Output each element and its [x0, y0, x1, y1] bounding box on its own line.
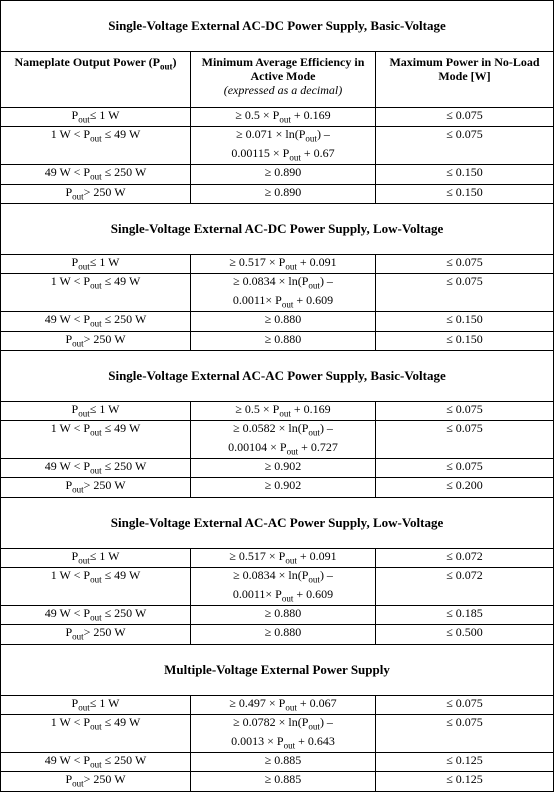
output-power-range-cell: [1, 184, 191, 203]
no-load-text: ≤ 0.075: [446, 695, 483, 710]
no-load-text: ≤ 0.072: [446, 568, 483, 583]
no-load-power-cell: [376, 274, 554, 312]
table-row: [1, 254, 554, 273]
range-text: P: [65, 478, 73, 493]
no-load-power-cell: [376, 478, 554, 497]
efficiency-text: ≥ 0.880: [264, 625, 302, 640]
section-title: [1, 1, 554, 52]
table-row: [1, 127, 554, 165]
efficiency-text: ≥ 0.497 × P: [229, 695, 286, 710]
output-power-range-cell: [1, 606, 191, 625]
range-text: P: [71, 548, 79, 563]
subscript-out: out: [90, 465, 102, 476]
header-text: ): [172, 55, 177, 69]
range-text: 49 W < P: [44, 165, 91, 180]
efficiency-text: ≥ 0.885: [264, 752, 302, 767]
efficiency-cell: [191, 274, 376, 312]
range-text: 1 W < P: [50, 127, 91, 142]
subscript-out: out: [308, 427, 320, 438]
range-text: ≤ 250 W: [101, 459, 147, 474]
efficiency-text: 0.0013 × P: [231, 733, 284, 748]
output-power-range-cell: [1, 459, 191, 478]
subscript-out: out: [308, 721, 320, 732]
range-text: 1 W < P: [50, 274, 91, 289]
no-load-power-cell: [376, 108, 554, 127]
range-text: P: [65, 625, 73, 640]
subscript-out: out: [90, 280, 102, 291]
subscript-out: out: [279, 114, 291, 125]
efficiency-cell: [191, 184, 376, 203]
no-load-text: ≤ 0.150: [446, 184, 483, 199]
efficiency-text: ) –: [319, 568, 333, 583]
range-text: ≤ 250 W: [101, 606, 147, 621]
subscript-out: out: [90, 759, 102, 770]
table-row: [1, 715, 554, 753]
range-text: > 250 W: [83, 184, 126, 199]
range-text: 1 W < P: [50, 568, 91, 583]
no-load-text: ≤ 0.125: [446, 772, 483, 787]
no-load-text: ≤ 0.075: [446, 127, 483, 142]
efficiency-text: + 0.169: [290, 108, 331, 122]
table-row: [1, 568, 554, 606]
output-power-range-cell: [1, 548, 191, 567]
range-text: 49 W < P: [44, 752, 91, 767]
no-load-text: ≤ 0.075: [446, 254, 483, 269]
section-title-row: [1, 350, 554, 401]
subscript-out: out: [72, 190, 84, 201]
no-load-power-cell: [376, 401, 554, 420]
efficiency-cell: [191, 165, 376, 184]
efficiency-cell: [191, 715, 376, 753]
range-text: ≤ 1 W: [89, 401, 120, 416]
output-power-range-cell: [1, 421, 191, 459]
range-text: P: [71, 254, 79, 269]
output-power-range-cell: [1, 715, 191, 753]
no-load-power-cell: [376, 548, 554, 567]
output-power-range-cell: [1, 401, 191, 420]
no-load-text: ≤ 0.075: [446, 459, 483, 474]
section-title-text: Multiple-Voltage External Power Supply: [164, 661, 390, 677]
range-text: P: [65, 772, 73, 787]
efficiency-text: 0.0011× P: [232, 586, 282, 601]
table-row: [1, 772, 554, 791]
efficiency-text: ≥ 0.902: [264, 459, 302, 474]
efficiency-cell: [191, 625, 376, 644]
output-power-range-cell: [1, 254, 191, 273]
efficiency-text: + 0.727: [298, 439, 338, 454]
subscript-out: out: [90, 171, 102, 182]
no-load-power-cell: [376, 459, 554, 478]
no-load-power-cell: [376, 772, 554, 791]
output-power-range-cell: [1, 568, 191, 606]
range-text: ≤ 250 W: [101, 752, 147, 767]
range-text: ≤ 250 W: [101, 165, 147, 180]
efficiency-cell: [191, 254, 376, 273]
range-text: 1 W < P: [50, 421, 91, 436]
section-title-text: Single-Voltage External AC-AC Power Supply, Basic-Voltage: [108, 367, 446, 383]
efficiency-text: ) –: [319, 421, 333, 436]
output-power-range-cell: [1, 772, 191, 791]
range-text: > 250 W: [83, 331, 126, 346]
no-load-text: ≤ 0.075: [446, 421, 483, 436]
efficiency-cell: [191, 108, 376, 127]
efficiency-text: ) –: [316, 127, 330, 142]
efficiency-text: ≥ 0.885: [264, 772, 302, 787]
subscript-out: out: [285, 702, 297, 713]
efficiency-text: ≥ 0.517 × P: [229, 548, 286, 563]
subscript-out: out: [285, 555, 297, 566]
table-row: [1, 421, 554, 459]
efficiency-cell: [191, 127, 376, 165]
efficiency-text: + 0.091: [296, 548, 337, 563]
table-row: [1, 184, 554, 203]
table-row: [1, 695, 554, 714]
no-load-text: ≤ 0.185: [446, 606, 483, 621]
efficiency-cell: [191, 312, 376, 331]
efficiency-text: + 0.609: [293, 292, 334, 307]
range-text: > 250 W: [83, 625, 126, 640]
section-title-row: [1, 203, 554, 254]
efficiency-text: 0.00115 × P: [231, 145, 290, 160]
subscript-out: out: [308, 280, 320, 291]
table-row: [1, 625, 554, 644]
section-title: [1, 203, 554, 254]
no-load-power-cell: [376, 331, 554, 350]
table-row: [1, 752, 554, 771]
efficiency-cell: [191, 772, 376, 791]
efficiency-text: + 0.67: [300, 145, 335, 160]
header-text: Minimum Average Efficiency in Active Mode: [201, 55, 365, 83]
range-text: P: [71, 695, 79, 710]
range-text: ≤ 250 W: [101, 312, 147, 327]
no-load-power-cell: [376, 184, 554, 203]
output-power-range-cell: [1, 312, 191, 331]
efficiency-cell: [191, 752, 376, 771]
efficiency-text: ≥ 0.0834 × ln(P: [233, 274, 309, 289]
range-text: ≤ 49 W: [101, 568, 141, 583]
section-title-row: [1, 497, 554, 548]
no-load-power-cell: [376, 254, 554, 273]
efficiency-text: ≥ 0.890: [264, 165, 302, 180]
no-load-power-cell: [376, 421, 554, 459]
output-power-range-cell: [1, 625, 191, 644]
range-text: ≤ 49 W: [101, 421, 141, 436]
no-load-text: ≤ 0.075: [446, 108, 483, 122]
header-max-no-load-power: [376, 52, 554, 108]
efficiency-cell: [191, 548, 376, 567]
no-load-power-cell: [376, 752, 554, 771]
efficiency-text: ≥ 0.880: [264, 312, 302, 327]
efficiency-text: + 0.067: [296, 695, 337, 710]
efficiency-text: ≥ 0.880: [264, 606, 302, 621]
output-power-range-cell: [1, 108, 191, 127]
range-text: 1 W < P: [50, 715, 91, 730]
efficiency-text: 0.00104 × P: [228, 439, 287, 454]
no-load-text: ≤ 0.075: [446, 715, 483, 730]
range-text: 49 W < P: [44, 459, 91, 474]
subscript-out: out: [78, 555, 90, 566]
table-row: [1, 606, 554, 625]
efficiency-text: ≥ 0.517 × P: [229, 254, 286, 269]
subscript-out: out: [90, 133, 102, 144]
table-row: [1, 331, 554, 350]
no-load-text: ≤ 0.150: [446, 331, 483, 346]
efficiency-text: ≥ 0.890: [264, 184, 302, 199]
header-text: Nameplate Output Power (P: [14, 55, 160, 69]
range-text: ≤ 49 W: [101, 127, 141, 142]
efficiency-text: + 0.169: [290, 401, 331, 416]
range-text: ≤ 1 W: [89, 254, 120, 269]
subscript-out: out: [289, 152, 301, 163]
subscript-out: out: [281, 299, 294, 310]
efficiency-cell: [191, 459, 376, 478]
output-power-range-cell: [1, 752, 191, 771]
efficiency-text: + 0.091: [296, 254, 337, 269]
section-title-row: [1, 644, 554, 695]
subscript-out: out: [90, 318, 102, 329]
header-text: Maximum Power in No-Load Mode [W]: [389, 55, 540, 83]
range-text: P: [71, 108, 79, 122]
no-load-power-cell: [376, 312, 554, 331]
efficiency-cell: [191, 331, 376, 350]
section-title: [1, 497, 554, 548]
no-load-text: ≤ 0.125: [446, 752, 483, 767]
section-title: [1, 350, 554, 401]
efficiency-text: ≥ 0.0582 × ln(P: [233, 421, 309, 436]
efficiency-text: ≥ 0.071 × ln(P: [236, 127, 306, 142]
table-row: [1, 274, 554, 312]
no-load-power-cell: [376, 568, 554, 606]
no-load-power-cell: [376, 165, 554, 184]
subscript-out: out: [90, 574, 102, 585]
range-text: P: [71, 401, 79, 416]
subscript-out: out: [90, 427, 102, 438]
range-text: 49 W < P: [44, 312, 91, 327]
section-title: [1, 644, 554, 695]
table-row: [1, 312, 554, 331]
no-load-text: ≤ 0.150: [446, 312, 483, 327]
subscript-out: out: [72, 778, 84, 789]
no-load-power-cell: [376, 715, 554, 753]
efficiency-cell: [191, 606, 376, 625]
subscript-out: out: [283, 739, 296, 750]
subscript-out: out: [78, 261, 90, 272]
header-note: (expressed as a decimal): [223, 83, 343, 97]
efficiency-text: ≥ 0.5 × P: [235, 108, 280, 122]
header-row: [1, 52, 554, 108]
efficiency-cell: [191, 568, 376, 606]
range-text: ≤ 49 W: [101, 715, 141, 730]
efficiency-text: + 0.609: [293, 586, 334, 601]
range-text: ≤ 1 W: [89, 695, 120, 710]
efficiency-text: ≥ 0.902: [264, 478, 302, 493]
section-title-text: Single-Voltage External AC-DC Power Supply, Low-Voltage: [110, 220, 444, 236]
range-text: 49 W < P: [44, 606, 91, 621]
no-load-text: ≤ 0.075: [446, 274, 483, 289]
efficiency-text: ) –: [319, 274, 333, 289]
efficiency-text: 0.0011× P: [232, 292, 282, 307]
table-row: [1, 459, 554, 478]
output-power-range-cell: [1, 695, 191, 714]
no-load-text: ≤ 0.200: [446, 478, 483, 493]
table-row: [1, 478, 554, 497]
table-row: [1, 401, 554, 420]
efficiency-text: + 0.643: [295, 733, 335, 748]
no-load-power-cell: [376, 127, 554, 165]
range-text: ≤ 1 W: [89, 548, 120, 563]
section-title-text: Single-Voltage External AC-DC Power Supply, Basic-Voltage: [108, 18, 446, 33]
efficiency-cell: [191, 401, 376, 420]
no-load-text: ≤ 0.075: [446, 401, 483, 416]
table-row: [1, 165, 554, 184]
subscript-out: out: [72, 631, 84, 642]
efficiency-cell: [191, 695, 376, 714]
subscript-out: out: [78, 702, 90, 713]
range-text: P: [65, 184, 73, 199]
table-row: [1, 108, 554, 127]
range-text: > 250 W: [83, 772, 126, 787]
efficiency-cell: [191, 478, 376, 497]
no-load-text: ≤ 0.150: [446, 165, 483, 180]
range-text: > 250 W: [83, 478, 126, 493]
efficiency-text: ≥ 0.5 × P: [235, 401, 280, 416]
subscript-out: out: [90, 721, 102, 732]
subscript-out: out: [281, 593, 294, 604]
subscript-out: out: [279, 408, 291, 419]
output-power-range-cell: [1, 478, 191, 497]
no-load-power-cell: [376, 606, 554, 625]
efficiency-text: ≥ 0.0834 × ln(P: [233, 568, 309, 583]
subscript-out: out: [72, 484, 84, 495]
range-text: P: [65, 331, 73, 346]
range-text: ≤ 49 W: [101, 274, 141, 289]
subscript-out: out: [286, 446, 299, 457]
section-title-row: [1, 1, 554, 52]
output-power-range-cell: [1, 331, 191, 350]
subscript-out: out: [285, 261, 297, 272]
header-nameplate-output-power: [1, 52, 191, 108]
subscript-out: out: [305, 133, 317, 144]
no-load-power-cell: [376, 695, 554, 714]
output-power-range-cell: [1, 127, 191, 165]
table-row: [1, 548, 554, 567]
range-text: ≤ 1 W: [89, 108, 120, 122]
subscript-out: out: [72, 337, 84, 348]
section-title-text: Single-Voltage External AC-AC Power Supply, Low-Voltage: [110, 514, 444, 530]
header-min-average-efficiency: [191, 52, 376, 108]
subscript-out: out: [78, 114, 90, 125]
subscript-out: out: [78, 408, 90, 419]
efficiency-text: ≥ 0.0782 × ln(P: [233, 715, 309, 730]
subscript-out: out: [159, 61, 173, 72]
no-load-power-cell: [376, 625, 554, 644]
no-load-text: ≤ 0.072: [446, 548, 483, 563]
efficiency-text: ) –: [319, 715, 333, 730]
subscript-out: out: [308, 574, 320, 585]
efficiency-cell: [191, 421, 376, 459]
output-power-range-cell: [1, 274, 191, 312]
subscript-out: out: [90, 612, 102, 623]
no-load-text: ≤ 0.500: [446, 625, 483, 640]
output-power-range-cell: [1, 165, 191, 184]
efficiency-text: ≥ 0.880: [264, 331, 302, 346]
